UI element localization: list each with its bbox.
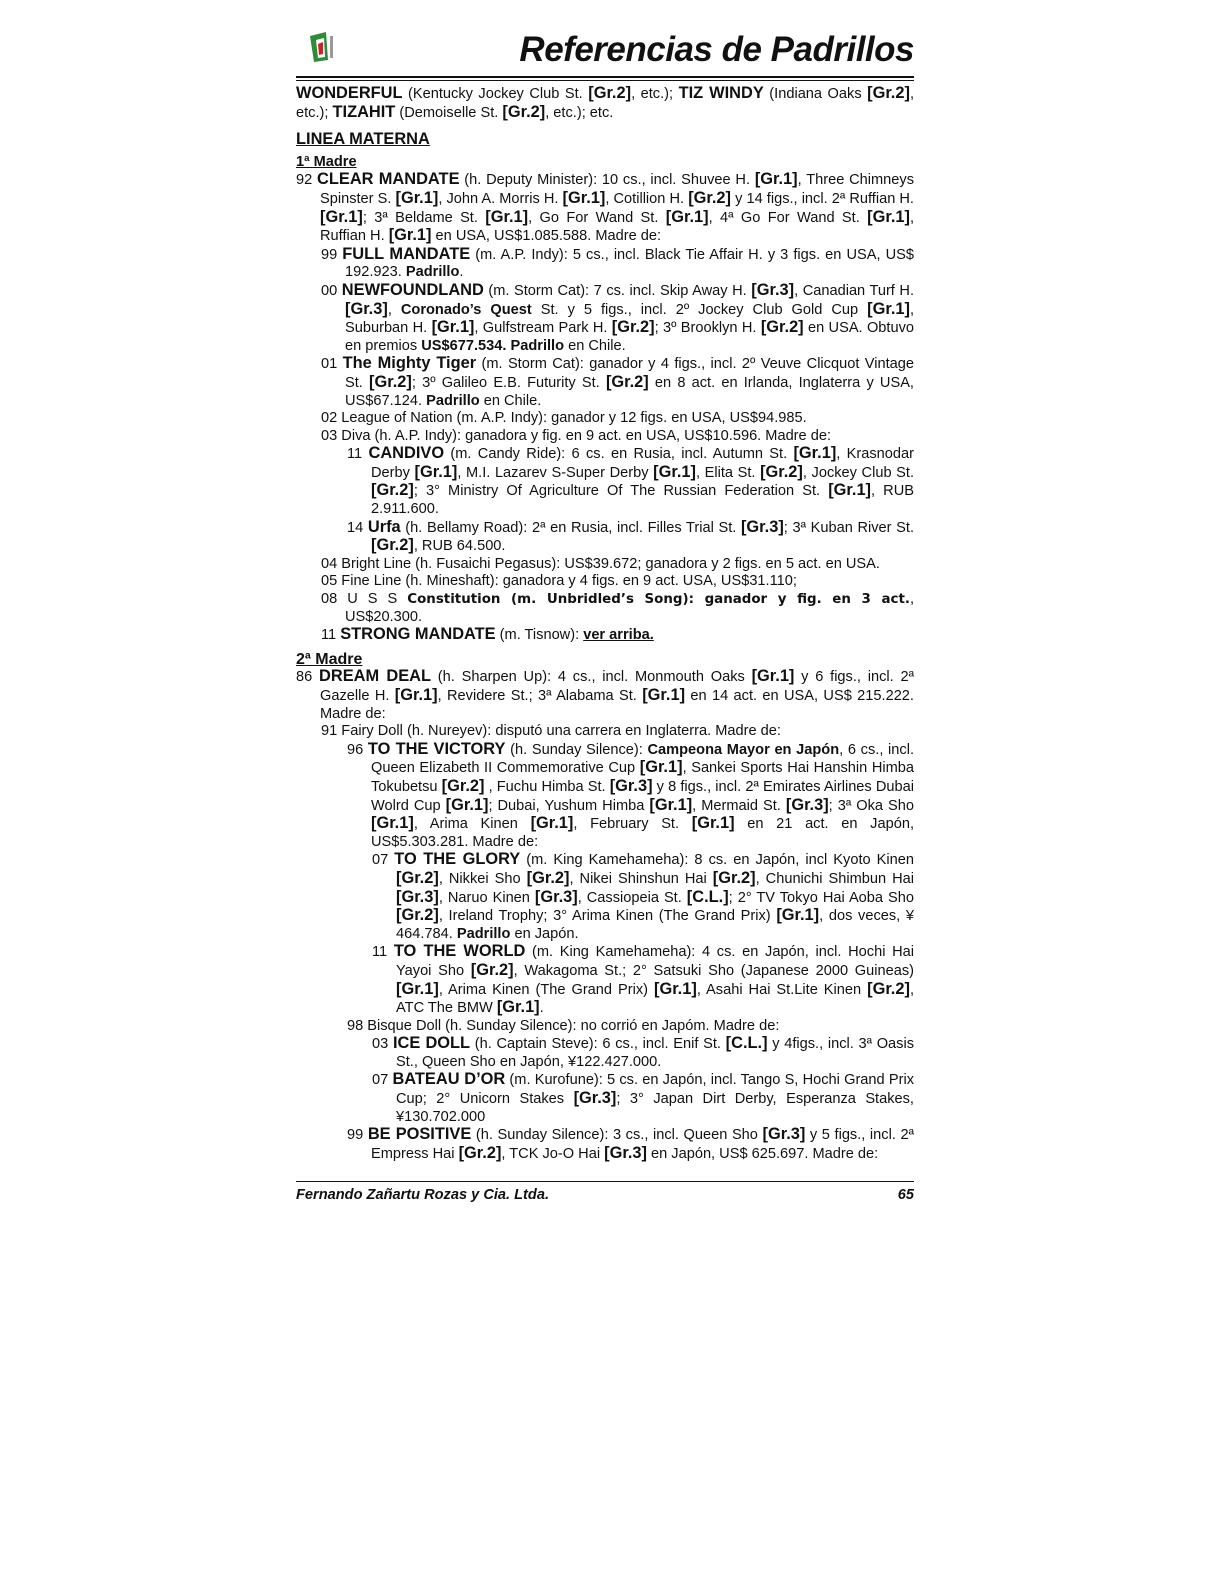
stallion-label: Padrillo (456, 925, 511, 942)
entry-fairy-doll: 91 Fairy Doll (h. Nureyev): disputó una carrera en Inglaterra. Madre de: (321, 723, 781, 740)
text: , ATC The BMW (396, 981, 914, 1017)
year: 01 (321, 356, 343, 373)
text: , Arima Kinen (The Grand Prix) (438, 981, 654, 998)
horse-name: TO THE GLORY (394, 850, 521, 869)
text: en Japón. (510, 925, 579, 942)
text: , 4ª Go For Wand St. (708, 209, 868, 226)
grade: [C.L.] (686, 887, 729, 906)
text: , Ireland Trophy; 3° Arima Kinen (The Grand Prix) (438, 908, 777, 925)
text: (m. Kurofune): 5 cs. en Japón, incl. Tango S, Hochi Grand Prix Cup; 2° Unicorn Stakes (396, 1072, 914, 1108)
year: 00 (321, 282, 342, 299)
grade: [Gr.1] (654, 979, 697, 998)
grade: [Gr.1] (485, 207, 529, 226)
year: 11 (372, 944, 394, 961)
grade: [Gr.1] (431, 318, 475, 337)
text: , RUB 2.911.600. (371, 483, 914, 518)
text: , etc.); (296, 86, 914, 121)
text: , February St. (573, 816, 692, 833)
text: (h. Captain Steve): 6 cs., incl. Enif St. (470, 1036, 726, 1053)
horse-name: CLEAR MANDATE (317, 170, 460, 189)
horse-name: TO THE WORLD (393, 942, 526, 961)
text: (m. A.P. Indy): 5 cs., incl. Black Tie Affair H. y 3 figs. en USA, US$ 192.923. (345, 246, 914, 281)
entry-be-positive (347, 1126, 914, 1163)
grade: [Gr.3] (396, 887, 439, 906)
text: , Fuchu Himba St. (484, 778, 610, 795)
grade: [Gr.1] (691, 814, 735, 833)
text: en 8 act. en Irlanda, Inglaterra y USA, US$67.124. (345, 374, 914, 409)
horse-name: Urfa (367, 517, 401, 536)
grade: [Gr.1] (754, 170, 798, 189)
grade: [Gr.1] (665, 207, 709, 226)
document-page (296, 28, 914, 1163)
grade: [Gr.3] (609, 776, 653, 795)
text: y 6 figs., incl. 2ª Gazelle H. (320, 669, 914, 704)
grade: [Gr.2] (526, 868, 570, 887)
text: , John A. Morris H. (438, 190, 563, 207)
year: 07 (372, 1072, 393, 1089)
text: y 5 figs., incl. 2ª Empress Hai (371, 1127, 914, 1162)
grade: [Gr.3] (604, 1143, 647, 1162)
year: 14 (347, 519, 368, 536)
grade: [Gr.3] (740, 517, 784, 536)
text: , Cotillion H. (605, 190, 689, 207)
year: 11 (321, 627, 341, 644)
year: 03 (372, 1036, 393, 1053)
entry-mighty-tiger (321, 355, 914, 410)
second-dam-heading: 2ª Madre (296, 650, 363, 668)
grade: [Gr.1] (828, 481, 872, 500)
horse-name: DREAM DEAL (319, 667, 432, 686)
grade: [Gr.1] (388, 226, 432, 245)
entry-bisque-doll: 98 Bisque Doll (h. Sunday Silence): no corrió en Japóm. Madre de: (347, 1017, 780, 1034)
grade: [Gr.2] (588, 84, 632, 102)
grade: [Gr.2] (712, 868, 756, 887)
year: 07 (372, 852, 395, 869)
text: ; 2° TV Tokyo Hai Aoba Sho (728, 889, 914, 906)
text: , (387, 301, 401, 318)
text: , Canadian Turf H. (794, 282, 915, 299)
grade: [Gr.1] (414, 462, 458, 481)
grade: [Gr.2] (760, 462, 803, 481)
entry-dream-deal (296, 668, 914, 723)
grade: [Gr.1] (562, 188, 606, 207)
grade: [Gr.2] (441, 776, 485, 795)
text: ; 3º Brooklyn H. (654, 320, 761, 337)
text: (h. Sunday Silence): 3 cs., incl. Queen Sho (471, 1127, 763, 1144)
text: (Demoiselle St. (395, 104, 503, 121)
grade: [Gr.2] (605, 372, 649, 391)
entry-uss-constitution (321, 591, 914, 626)
grade: [Gr.3] (751, 280, 795, 299)
text: , RUB 64.500. (413, 538, 506, 555)
entry-bright-line: 04 Bright Line (h. Fusaichi Pegasus): US$39.672; ganadora y 2 figs. en 5 act. en USA. (321, 555, 880, 572)
text: . (459, 264, 464, 281)
header-rule (296, 80, 914, 81)
entry-diva: 03 Diva (h. A.P. Indy): ganadora y fig. en 9 act. en USA, US$10.596. Madre de: (321, 427, 832, 444)
grade: [Gr.3] (345, 299, 388, 318)
horse-name: TIZAHIT (332, 102, 396, 121)
text: en Chile. (479, 392, 542, 409)
year: 11 (347, 446, 369, 463)
text: (m. King Kamehameha): 8 cs. en Japón, incl Kyoto Kinen (520, 852, 914, 869)
year: 92 (296, 172, 318, 189)
grade: [Gr.1] (395, 188, 439, 207)
text: en USA. Obtuvo en premios (345, 320, 915, 354)
stallion-label: Padrillo (426, 392, 480, 409)
horse-name: ICE DOLL (392, 1034, 471, 1053)
grade: [Gr.1] (867, 299, 910, 318)
grade: [Gr.1] (642, 686, 686, 704)
horse-name: BATEAU D’OR (392, 1070, 506, 1089)
text: (h. Bellamy Road): 2ª en Rusia, incl. Filles Trial St. (400, 519, 741, 536)
entry-to-the-victory (347, 741, 914, 852)
text: , Chunichi Shimbun Hai (755, 870, 914, 887)
year: 86 (296, 669, 320, 686)
grade: [Gr.1] (320, 207, 363, 226)
section-title: LINEA MATERNA (296, 130, 430, 149)
page-number: 65 (897, 1187, 914, 1203)
text: (m. Storm Cat): ganador y 4 figs., incl. 2º Veuve Clicquot Vintage St. (345, 356, 914, 391)
entry-clear-mandate (296, 171, 914, 245)
horse-name: FULL MANDATE (342, 244, 471, 263)
text: ; 3ª Beldame St. (362, 209, 486, 226)
entry-candivo (347, 445, 914, 518)
horse-name: BE POSITIVE (367, 1125, 472, 1144)
horse-name: TIZ WINDY (678, 84, 764, 102)
text: (m. Storm Cat): 7 cs. incl. Skip Away H. (483, 282, 752, 299)
grade: [Gr.1] (496, 998, 540, 1017)
text: . (539, 1000, 544, 1017)
grade: [Gr.1] (530, 814, 574, 833)
text: (h. Sharpen Up): 4 cs., incl. Monmouth Oaks (431, 669, 752, 686)
grade: [Gr.2] (396, 906, 439, 925)
grade: [Gr.1] (639, 758, 683, 777)
grade: [Gr.2] (867, 84, 910, 102)
text: 08 U S S (321, 591, 408, 608)
grade: [Gr.1] (445, 795, 489, 814)
entry-ice-doll (372, 1035, 914, 1071)
text: (Indiana Oaks (763, 86, 868, 102)
text: ; 3ª Oka Sho (828, 797, 914, 814)
entry-to-the-glory (372, 851, 914, 943)
entry-league-of-nation: 02 League of Nation (m. A.P. Indy): ganador y 12 figs. en USA, US$94.985. (321, 410, 807, 427)
text: , US$20.300. (345, 591, 914, 625)
entry-bateau-dor (372, 1071, 914, 1126)
text: , Jockey Club St. (802, 464, 915, 481)
text: , Krasnodar Derby (371, 446, 914, 481)
year: 99 (321, 246, 343, 263)
text: y 4figs., incl. 3ª Oasis St., Queen Sho en Japón, ¥122.427.000. (396, 1036, 915, 1070)
grade: [Gr.1] (371, 814, 414, 833)
grade: [Gr.3] (762, 1125, 806, 1144)
grade: [Gr.1] (396, 979, 439, 998)
grade: [Gr.2] (470, 960, 514, 979)
year: 99 (347, 1127, 368, 1144)
text: , Ruffian H. (320, 209, 915, 245)
text: , Suburban H. (345, 301, 915, 337)
see-above-reference: ver arriba. (583, 627, 654, 644)
text: , Cassiopeia St. (577, 889, 687, 906)
grade: [Gr.1] (649, 795, 693, 814)
text: , Go For Wand St. (528, 209, 666, 226)
text: , etc.); etc. (545, 104, 614, 121)
text: , Wakagoma St.; 2° Satsuki Sho (Japanese 2000 Guineas) (513, 962, 914, 979)
text: , Revidere St.; 3ª Alabama St. (437, 688, 643, 704)
page-footer (296, 1181, 914, 1203)
horse-name: NEWFOUNDLAND (341, 280, 484, 299)
text: , Mermaid St. (692, 797, 786, 814)
grade: [Gr.1] (776, 906, 820, 925)
text: (m. Candy Ride): 6 cs. en Rusia, incl. Autumn St. (444, 446, 794, 463)
text: y 14 figs., incl. 2ª Ruffian H. (731, 190, 914, 207)
footer-company: Fernando Zañartu Rozas y Cia. Ltda. (296, 1187, 549, 1203)
grade: [Gr.2] (371, 536, 414, 555)
text: ; Dubai, Yushum Himba (488, 797, 650, 814)
text: , Asahi Hai St.Lite Kinen (696, 981, 868, 998)
text: en USA, US$1.085.588. Madre de: (431, 228, 662, 245)
entry-fine-line: 05 Fine Line (h. Mineshaft): ganadora y 4 figs. en 9 act. USA, US$31.110; (321, 573, 797, 590)
grade: [Gr.2] (369, 372, 412, 391)
grade: [Gr.2] (688, 188, 731, 207)
logo-icon (306, 30, 340, 64)
entry-strong-mandate (321, 626, 914, 645)
entry-full-mandate (321, 246, 914, 282)
text: (m. King Kamehameha): 4 cs. en Japón, incl. Hochi Hai Yayoi Sho (396, 944, 914, 979)
text: (h. Deputy Minister): 10 cs., incl. Shuvee H. (459, 172, 755, 189)
entry-newfoundland (321, 282, 914, 355)
text: , etc.); (631, 86, 679, 102)
page-title: Referencias de Padrillos (519, 30, 914, 69)
grade: [Gr.2] (458, 1143, 502, 1162)
text: y 8 figs., incl. 2ª Emirates Airlines Dubai Wolrd Cup (371, 778, 914, 814)
text: ; 3° Ministry Of Agriculture Of The Russian Federation St. (413, 483, 829, 500)
entry-urfa (347, 519, 914, 556)
entry-to-the-world (372, 943, 914, 1017)
text: , 6 cs., incl. Queen Elizabeth II Commemorative Cup (371, 741, 914, 777)
intro-paragraph (296, 85, 914, 122)
stallion-label: Padrillo (405, 264, 460, 281)
text: , Arima Kinen (413, 816, 531, 833)
document-body (296, 85, 914, 1163)
text: , Naruo Kinen (438, 889, 535, 906)
horse-name: STRONG MANDATE (340, 625, 496, 644)
grade: [Gr.2] (396, 868, 439, 887)
text: en Japón, US$ 625.697. Madre de: (646, 1145, 879, 1162)
text: , Elita St. (695, 464, 761, 481)
text: St. y 5 figs., incl. 2º Jockey Club Gold Cup (531, 301, 868, 318)
grade: [Gr.3] (785, 795, 829, 814)
grade: [Gr.2] (502, 102, 546, 121)
text: , Gulfstream Park H. (474, 320, 612, 337)
grade: [Gr.2] (867, 979, 910, 998)
text: ; 3° Japan Dirt Derby, Esperanza Stakes, ¥130.702.000 (396, 1091, 914, 1125)
text: , TCK Jo-O Hai (501, 1145, 605, 1162)
horse-name: The Mighty Tiger (342, 354, 477, 373)
text: (Kentucky Jockey Club St. (402, 86, 589, 102)
horse-name: WONDERFUL (296, 84, 403, 102)
grade: [Gr.3] (534, 887, 578, 906)
stallion-label: US$677.534. Padrillo (421, 337, 565, 354)
text: (m. Tisnow): (495, 627, 584, 644)
grade: [Gr.1] (394, 686, 438, 704)
year: 96 (347, 741, 368, 758)
grade: [C.L.] (725, 1034, 768, 1053)
grade: [Gr.2] (760, 318, 804, 337)
text: , Nikkei Sho (438, 870, 527, 887)
horse-name: TO THE VICTORY (367, 739, 506, 758)
text: , Three Chimneys Spinster S. (320, 172, 914, 207)
text: en Chile. (564, 337, 626, 354)
grade: [Gr.2] (611, 318, 655, 337)
text: , Sankei Sports Hai Hanshin Himba Tokubetsu (371, 760, 914, 795)
page-header (296, 28, 914, 78)
grade: [Gr.1] (867, 207, 910, 226)
grade: [Gr.2] (371, 481, 414, 500)
text: en 14 act. en USA, US$ 215.222. Madre de: (320, 688, 914, 722)
text: Constitution (m. Unbridled’s Song): ganador y fig. en 3 act. (407, 592, 910, 608)
text: ; 3ª Kuban River St. (783, 519, 915, 536)
first-dam-heading: 1ª Madre (296, 153, 357, 170)
grade: [Gr.1] (793, 444, 837, 463)
grade: [Gr.1] (751, 667, 795, 686)
text: ; 3º Galileo E.B. Futurity St. (411, 374, 606, 391)
champion-label: Campeona Mayor en Japón (647, 741, 840, 758)
race-name: Coronado’s Quest (400, 301, 532, 318)
grade: [Gr.3] (573, 1089, 617, 1108)
text: , M.I. Lazarev S-Super Derby (457, 464, 654, 481)
text: en 21 act. en Japón, US$5.303.281. Madre de: (371, 816, 915, 850)
text: (h. Sunday Silence): (505, 741, 648, 758)
text: , Nikei Shinshun Hai (569, 870, 713, 887)
text: , dos veces, ¥ 464.784. (396, 908, 915, 942)
horse-name: CANDIVO (368, 444, 445, 463)
grade: [Gr.1] (653, 462, 696, 481)
